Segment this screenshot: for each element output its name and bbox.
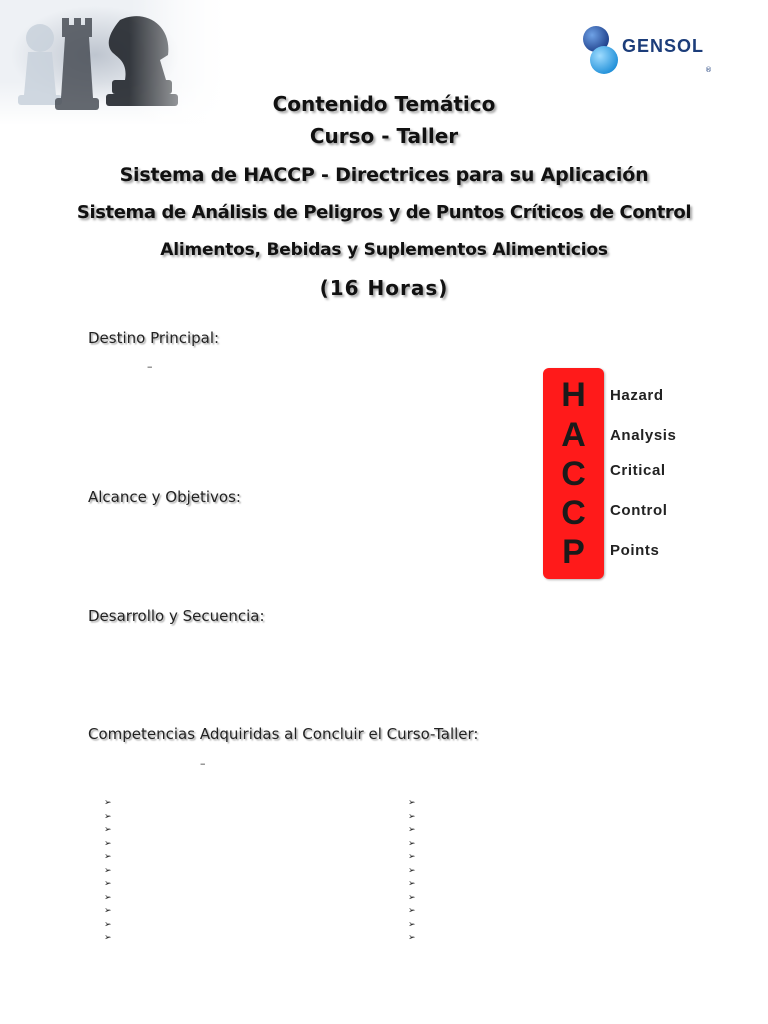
haccp-word-critical: Critical [610, 462, 666, 479]
section-desarrollo-secuencia: Desarrollo y Secuencia: [88, 607, 265, 625]
bullet-marker: ➢ [408, 852, 416, 862]
haccp-letter-c1: C [561, 455, 586, 493]
logo-wordmark: GENSOL [622, 36, 705, 56]
title-sistema-haccp: Sistema de HACCP - Directrices para su Aplicación [119, 164, 649, 186]
bullet-marker: ➢ [408, 906, 416, 916]
bullet-marker: ➢ [104, 825, 112, 835]
competencias-dash: – [200, 757, 206, 770]
title-block [0, 88, 768, 306]
haccp-word-points: Points [610, 542, 660, 559]
title-analisis-peligros: Sistema de Análisis de Peligros y de Puntos Críticos de Control [76, 202, 692, 223]
haccp-red-bar [543, 368, 604, 579]
title-alimentos: Alimentos, Bebidas y Suplementos Alimenticios [160, 240, 608, 260]
gensol-logo [578, 22, 718, 78]
bullet-marker: ➢ [104, 892, 112, 903]
title-curso: Curso - Taller [309, 124, 459, 148]
bullet-marker: ➢ [408, 919, 416, 930]
bullet-marker: ➢ [104, 865, 112, 876]
haccp-letter-c2: C [561, 494, 586, 532]
section-destino-principal: Destino Principal: [88, 329, 220, 347]
bullet-marker: ➢ [104, 811, 112, 822]
bullet-marker: ➢ [408, 933, 416, 943]
bullet-marker: ➢ [104, 879, 112, 889]
haccp-letter-a: A [561, 416, 586, 454]
bullet-marker: ➢ [408, 825, 416, 835]
haccp-word-analysis: Analysis [610, 427, 677, 444]
bullet-marker: ➢ [408, 865, 416, 876]
bullet-marker: ➢ [104, 933, 112, 943]
haccp-letter-p: P [562, 533, 585, 571]
bullet-marker: ➢ [104, 919, 112, 930]
bullet-marker: ➢ [408, 811, 416, 822]
title-contenido: Contenido Temático [272, 92, 496, 116]
section-alcance-objetivos: Alcance y Objetivos: [88, 488, 241, 506]
bullet-marker: ➢ [104, 798, 112, 808]
bullet-marker: ➢ [104, 838, 112, 849]
haccp-letter-h: H [561, 376, 586, 414]
haccp-word-hazard: Hazard [610, 387, 664, 404]
bullet-list-left [104, 797, 112, 946]
bullet-marker: ➢ [408, 879, 416, 889]
bullet-marker: ➢ [104, 852, 112, 862]
bullet-marker: ➢ [408, 838, 416, 849]
haccp-word-control: Control [610, 502, 668, 519]
bullet-marker: ➢ [408, 798, 416, 808]
destino-dash: – [147, 360, 153, 373]
title-horas: (16 Horas) [319, 276, 449, 300]
bullet-marker: ➢ [104, 906, 112, 916]
bullet-list-right [408, 797, 416, 946]
gensol-spheres-icon [578, 22, 628, 78]
bullet-marker: ➢ [408, 892, 416, 903]
section-competencias: Competencias Adquiridas al Concluir el Curso-Taller: [88, 725, 479, 743]
registered-mark: ® [705, 66, 712, 74]
